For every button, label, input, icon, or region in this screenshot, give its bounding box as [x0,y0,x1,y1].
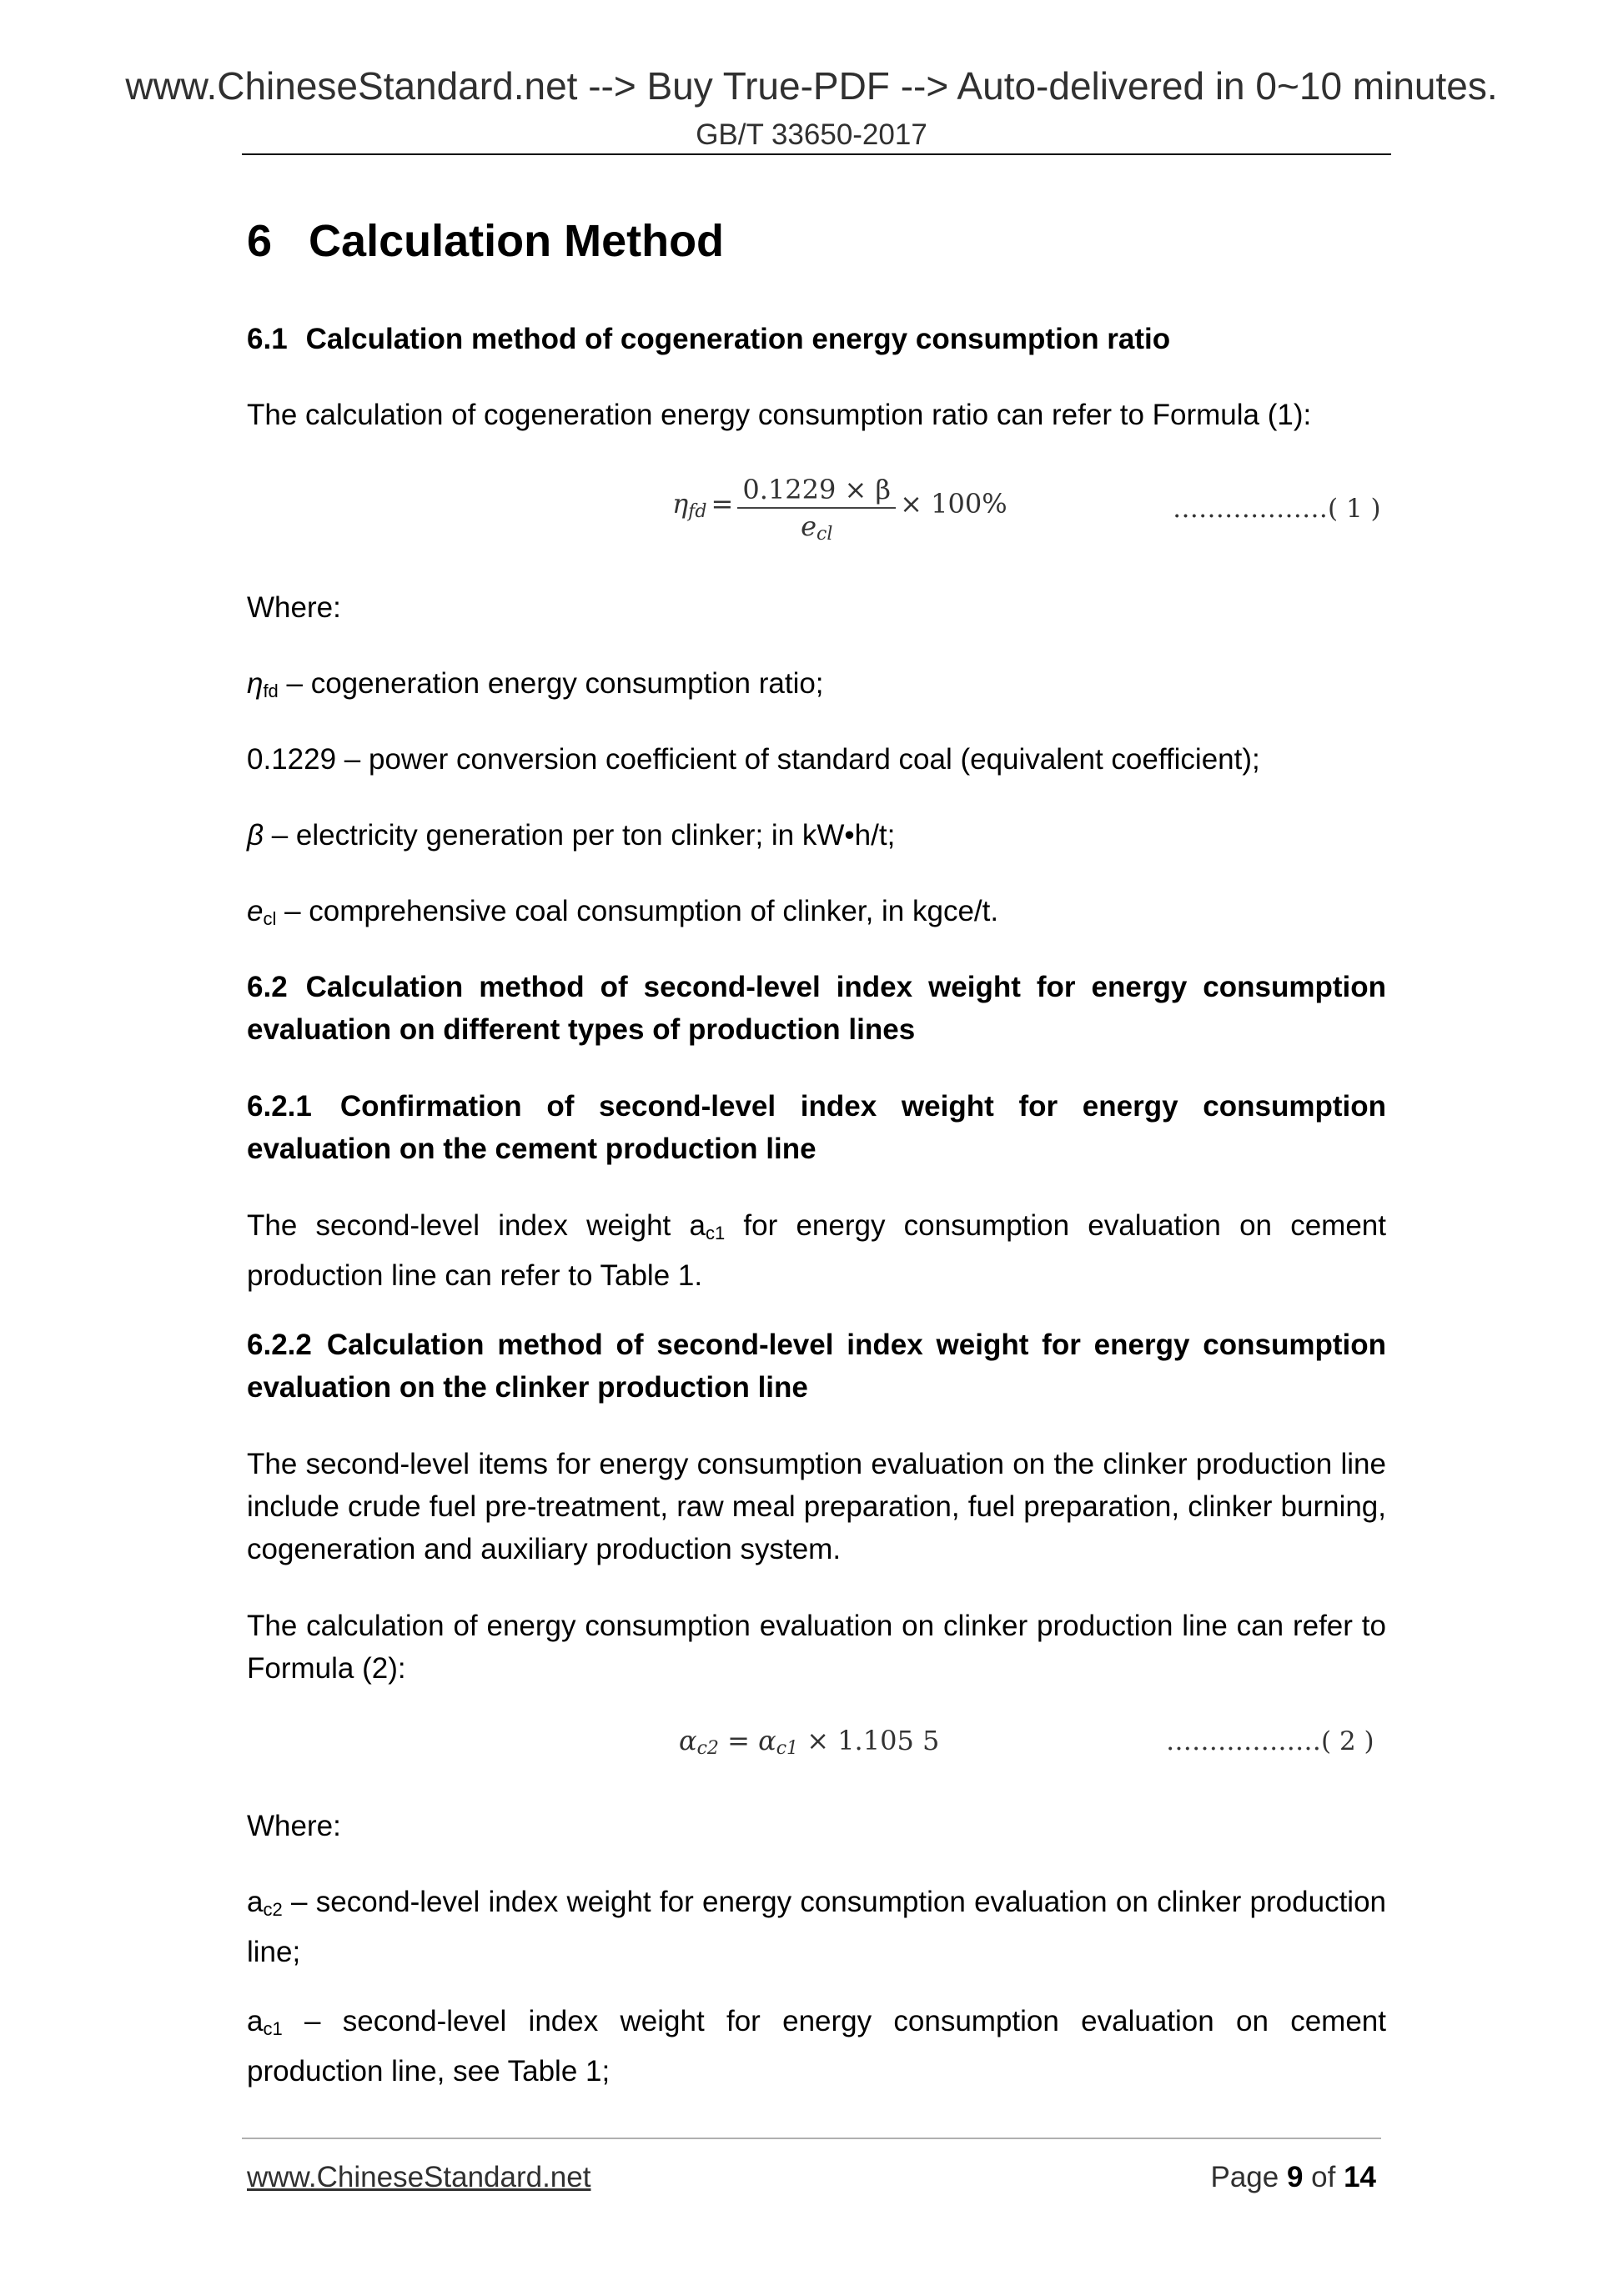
footer-link[interactable]: www.ChineseStandard.net [247,2161,591,2193]
section-title: Confirmation of second-level index weight for energy consumption evaluation on the cement production line [247,1090,1386,1165]
paragraph-6-2-2-formula-ref: The calculation of energy consumption evaluation on clinker production line can refer to Formula (2): [247,1610,1386,1685]
header-banner[interactable]: www.ChineseStandard.net --> Buy True-PDF --> Auto-delivered in 0~10 minutes. [125,64,1498,108]
formula-lhs: $\alpha_{c2}$ [679,1725,719,1759]
doc-code: GB/T 33650-2017 [696,118,927,151]
current-page: 9 [1286,2161,1304,2193]
total-pages: 14 [1344,2161,1376,2193]
section-title: Calculation method of second-level index weight for energy consumption evaluation on different types of production lines [247,971,1386,1046]
section-6-1-heading [247,318,1386,360]
definition-eta-fd: $\eta_{fd}$ – cogeneration energy consumption ratio; [247,667,824,701]
definition-e-cl: $e_{cl}$ – comprehensive coal consumption of clinker, in kgce/t. [247,895,999,929]
definition-a-c2: $a_{c2}$ – second-level index weight for energy consumption evaluation on clinker production line; [247,1886,1386,1968]
where-label-1: Where: [247,591,341,624]
formula-denominator: $e_{cl}$ [801,510,833,545]
paragraph-6-2-1: The second-level index weight $a_{c1}$ for energy consumption evaluation on cement production line can refer to Table 1. [247,1209,1386,1292]
formula-equals: = [718,1725,759,1756]
paragraph-6-1-intro: The calculation of cogeneration energy consumption ratio can refer to Formula (1): [247,399,1312,431]
section-number: 6.2.2 [247,1329,312,1361]
footer-divider [242,2138,1381,2139]
formula-tail: × 1.105 5 [798,1725,940,1756]
section-number: 6.2 [247,971,288,1003]
section-6-heading [247,215,1386,267]
formula-rhs: $\alpha_{c1}$ [758,1725,799,1759]
formula-1 [672,474,1007,545]
header-divider [242,153,1391,155]
section-title: Calculation method of second-level index weight for energy consumption evaluation on the clinker production line [247,1329,1386,1404]
section-number: 6.1 [247,323,288,355]
formula-fraction [737,474,896,545]
section-6-2-1-heading [247,1085,1386,1170]
definition-beta: β – electricity generation per ton clinker; in kW•h/t; [247,819,896,852]
paragraph-6-2-2-items: The second-level items for energy consumption evaluation on the clinker production line include crude fuel pre-treatment, raw meal preparation, fuel preparation, clinker burning, cogeneration and auxiliary production system. [247,1448,1386,1565]
definition-coefficient: 0.1229 – power conversion coefficient of standard coal (equivalent coefficient); [247,743,1260,776]
equation-number-2: ………………( 2 ) [1166,1726,1374,1756]
section-title: Calculation method of cogeneration energy consumption ratio [305,323,1171,355]
formula-numerator: 0.1229 × β [737,474,896,509]
definition-a-c1: $a_{c1}$ – second-level index weight for energy consumption evaluation on cement production line, see Table 1; [247,2005,1386,2088]
page-indicator: Page 9 of 14 [1210,2161,1376,2193]
formula-2 [679,1725,939,1759]
section-6-2-2-heading [247,1324,1386,1409]
where-label-2: Where: [247,1810,341,1842]
section-6-2-heading [247,966,1386,1051]
section-number: 6.2.1 [247,1090,312,1123]
section-title: Calculation Method [309,216,725,266]
equation-number-1: ………………( 1 ) [1173,494,1381,524]
formula-tail: × 100% [900,488,1007,520]
formula-lhs: $\eta_{fd}$ [672,488,707,522]
formula-equals: = [711,488,734,520]
section-number: 6 [247,216,273,266]
